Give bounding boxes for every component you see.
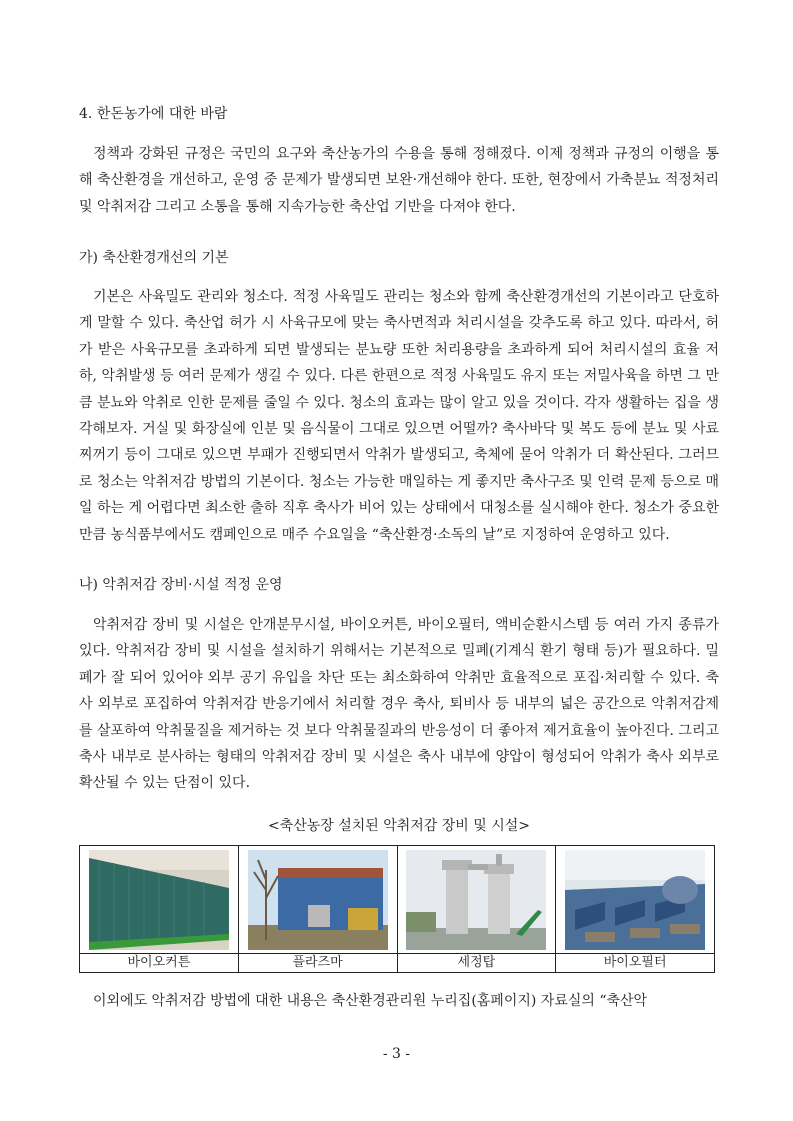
intro-paragraph: 정책과 강화된 규정은 국민의 요구와 축산농가의 수용을 통해 정해졌다. 이제 정책과 규정의 이행을 통해 축산환경을 개선하고, 운영 중 문제가 발생되면 보완·개선해야 한다. 또한, 현장에서 가축분뇨 적정처리 및 악취저감 그리고 소통을 통해 지속가능한 축산업 기반을 다져야 한다. bbox=[79, 146, 719, 215]
closing-paragraph: 이외에도 악취저감 방법에 대한 내용은 축산환경관리원 누리집(홈페이지) 자료실의 “축산악 bbox=[93, 993, 648, 1009]
subsection-a-title: 가) 축산환경개선의 기본 bbox=[79, 250, 229, 266]
photo-cell-biofilter bbox=[556, 846, 715, 954]
section-heading: 4. 한돈농가에 대한 바람 bbox=[79, 106, 228, 122]
biofilter-photo bbox=[565, 850, 705, 950]
plasma-photo bbox=[248, 850, 388, 950]
photo-label-scrubber: 세정탑 bbox=[397, 954, 556, 973]
bio-curtain-photo bbox=[89, 850, 229, 950]
subsection-b-paragraph: 악취저감 장비 및 시설은 안개분무시설, 바이오커튼, 바이오필터, 액비순환시스템 등 여러 가지 종류가 있다. 악취저감 장비 및 시설을 설치하기 위해서는 기본적으로 밀폐(기계식 환기 형태 등)가 필요하다. 밀폐가 잘 되어 있어야 외부 공기 유입을 차단 또는 최소화하여 악취만 효율적으로 포집·처리할 수 있다. 축사 외부로 포집하여 악취저감 반응기에서 처리할 경우 축사, 퇴비사 등 내부의 넓은 공간으로 악취저감제를 살포하여 악취물질을 제거하는 것 보다 악취물질과의 반응성이 더 좋아져 제거효율이 높아진다. 그리고 축사 내부로 분사하는 형태의 악취저감 장비 및 시설은 축사 내부에 양압이 형성되어 악취가 축사 외부로 확산될 수 있는 단점이 있다. bbox=[79, 617, 719, 792]
subsection-b-title: 나) 악취저감 장비·시설 적정 운영 bbox=[79, 577, 283, 593]
photo-label-plasma: 플라즈마 bbox=[238, 954, 397, 973]
photo-label-biofilter: 바이오필터 bbox=[556, 954, 715, 973]
photo-label-bio-curtain: 바이오커튼 bbox=[80, 954, 239, 973]
photo-cell-bio-curtain bbox=[80, 846, 239, 954]
page-number: - 3 - bbox=[382, 1046, 411, 1062]
figure-caption: <축산농장 설치된 악취저감 장비 및 시설> bbox=[267, 818, 531, 834]
equipment-photo-table bbox=[79, 845, 715, 973]
subsection-a-paragraph: 기본은 사육밀도 관리와 청소다. 적정 사육밀도 관리는 청소와 함께 축산환경개선의 기본이라고 단호하게 말할 수 있다. 축산업 허가 시 사육규모에 맞는 축사면적과 처리시설을 갖추도록 하고 있다. 따라서, 허가 받은 사육규모를 초과하게 되면 발생되는 분뇨량 또한 처리용량을 초과하게 되어 처리시설의 효율 저하, 악취발생 등 여러 문제가 생길 수 있다. 다른 한편으로 적정 사육밀도 유지 또는 저밀사육을 하면 그 만큼 분뇨와 악취로 인한 문제를 줄일 수 있다. 청소의 효과는 많이 알고 있을 것이다. 각자 생활하는 집을 생각해보자. 거실 및 화장실에 인분 및 음식물이 그대로 있으면 어떨까? 축사바닥 및 복도 등에 분뇨 및 사료찌꺼기 등이 그대로 있으면 부패가 진행되면서 악취가 발생되고, 축체에 묻어 악취가 더 확산된다. 그러므로 청소는 악취저감 방법의 기본이다. 청소는 가능한 매일하는 게 좋지만 축사구조 및 인력 문제 등으로 매일 하는 게 어렵다면 최소한 출하 직후 축사가 비어 있는 상태에서 대청소를 실시해야 한다. 청소가 중요한 만큼 농식품부에서도 캠페인으로 매주 수요일을 “축산환경·소독의 날”로 지정하여 운영하고 있다. bbox=[79, 289, 719, 543]
photo-cell-scrubber bbox=[397, 846, 556, 954]
scrubber-tower-photo bbox=[406, 850, 546, 950]
photo-cell-plasma bbox=[238, 846, 397, 954]
